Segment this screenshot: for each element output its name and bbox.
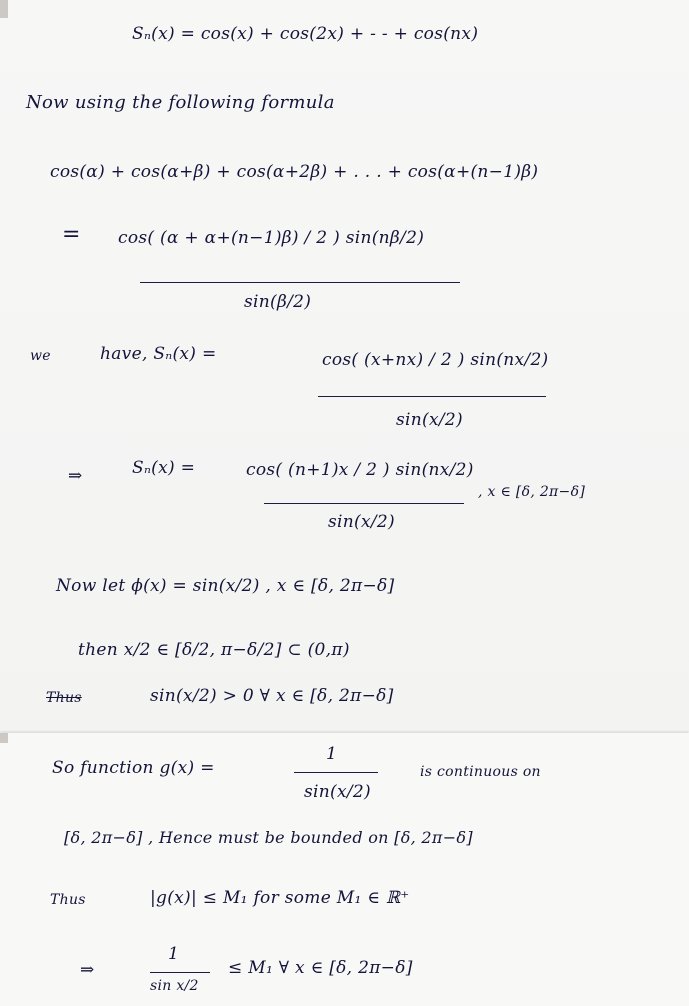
sn-closed-numerator: cos( (n+1)x / 2 ) sin(nx/2) <box>246 460 474 480</box>
formula-denominator: sin(β/2) <box>244 292 312 312</box>
implies-arrow: ⇒ <box>80 960 95 980</box>
fraction-bar <box>264 503 464 504</box>
fraction-bar <box>294 772 378 773</box>
fraction-bar <box>140 282 460 283</box>
sn-closed-denominator: sin(x/2) <box>328 512 395 532</box>
equals-sign: = <box>62 222 81 247</box>
sn-denominator: sin(x/2) <box>396 410 463 430</box>
word-we: we <box>30 348 51 364</box>
sn-lhs: Sₙ(x) = <box>132 458 196 478</box>
fraction-bar <box>150 972 210 973</box>
paper-edge <box>0 733 8 743</box>
line-then-half-x: then x/2 ∈ [δ/2, π−δ/2] ⊂ (0,π) <box>78 640 350 660</box>
phrase-continuous-on: is continuous on <box>420 764 541 780</box>
line-final-bound: ≤ M₁ ∀ x ∈ [δ, 2π−δ] <box>228 958 413 978</box>
formula-numerator: cos( (α + α+(n−1)β) / 2 ) sin(nβ/2) <box>118 228 425 248</box>
word-thus: Thus <box>50 892 86 908</box>
domain-condition: , x ∈ [δ, 2π−δ] <box>478 484 586 500</box>
line-let-phi: Now let ϕ(x) = sin(x/2) , x ∈ [δ, 2π−δ] <box>56 576 395 596</box>
final-denominator: sin x/2 <box>150 978 199 994</box>
line-cos-sum: cos(α) + cos(α+β) + cos(α+2β) + . . . + cos(α+(n−1)β) <box>50 162 539 182</box>
fraction-bar <box>318 396 546 397</box>
line-sn-definition: Sₙ(x) = cos(x) + cos(2x) + - - + cos(nx) <box>132 24 479 44</box>
g-denominator: sin(x/2) <box>304 782 371 802</box>
paper-edge <box>0 0 8 18</box>
line-now-using-formula: Now using the following formula <box>26 92 335 113</box>
line-g-bounded: |g(x)| ≤ M₁ for some M₁ ∈ ℝ⁺ <box>150 888 410 908</box>
sn-numerator: cos( (x+nx) / 2 ) sin(nx/2) <box>322 350 549 370</box>
g-numerator: 1 <box>326 744 338 764</box>
final-numerator: 1 <box>168 944 180 964</box>
implies-arrow: ⇒ <box>68 466 83 486</box>
line-hence-bounded: [δ, 2π−δ] , Hence must be bounded on [δ, 2π−δ] <box>64 828 473 847</box>
line-sin-positive: sin(x/2) > 0 ∀ x ∈ [δ, 2π−δ] <box>150 686 394 706</box>
line-we-have: have, Sₙ(x) = <box>100 344 217 364</box>
line-function-g: So function g(x) = <box>52 758 215 778</box>
word-thus: Thus <box>46 690 82 706</box>
